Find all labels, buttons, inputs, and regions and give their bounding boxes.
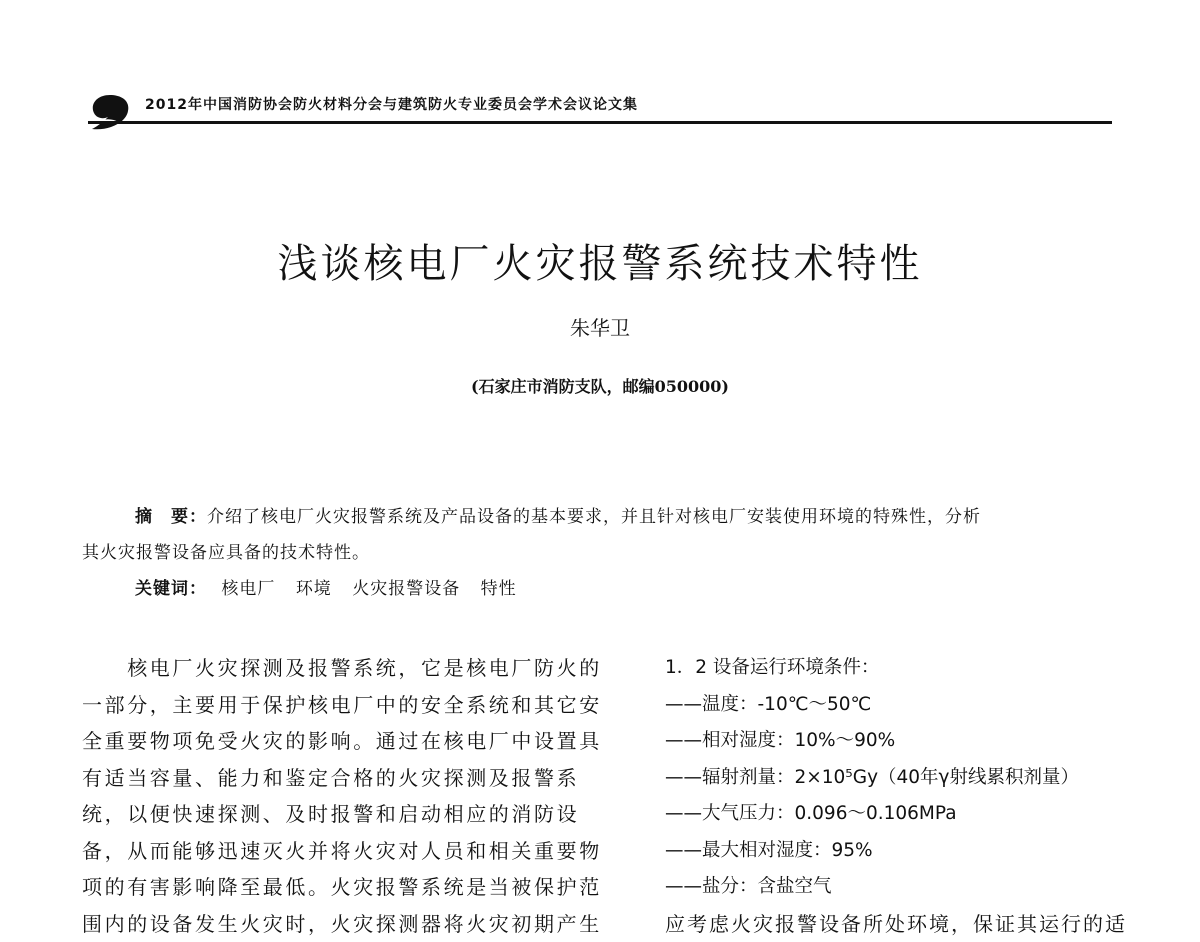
body-line: 围内的设备发生火灾时，火灾探测器将火灾初期产生 — [82, 906, 582, 942]
body-line: 备，从而能够迅速灭火并将火灾对人员和相关重要物 — [82, 833, 582, 870]
body-line: 一部分，主要用于保护核电厂中的安全系统和其它安 — [82, 687, 582, 724]
body-line: 全重要物项免受火灾的影响。通过在核电厂中设置具 — [82, 723, 582, 760]
condition-item: ——相对湿度：10%～90% — [665, 723, 1135, 760]
body-line: 有适当容量、能力和鉴定合格的火灾探测及报警系 — [82, 760, 582, 797]
body-line: 统，以便快速探测、及时报警和启动相应的消防设 — [82, 796, 582, 833]
right-column — [665, 650, 1135, 942]
body-line: 核电厂火灾探测及报警系统，它是核电厂防火的 — [82, 650, 582, 687]
header-rule — [88, 121, 1112, 124]
keyword: 核电厂 — [221, 579, 275, 599]
keyword: 环境 — [296, 579, 332, 599]
condition-item: ——大气压力：0.096～0.106MPa — [665, 796, 1135, 833]
abstract-line-1 — [135, 502, 981, 527]
paper-author: 朱华卫 — [0, 312, 1200, 341]
condition-item: ——辐射剂量：2×10⁵Gy（40年γ射线累积剂量） — [665, 760, 1135, 797]
section-heading: 1．2 设备运行环境条件： — [665, 650, 1135, 687]
proceedings-logo-icon — [88, 93, 130, 131]
proceedings-header: 2012年中国消防协会防火材料分会与建筑防火专业委员会学术会议论文集 — [145, 94, 638, 114]
condition-item: ——最大相对湿度：95% — [665, 833, 1135, 870]
keyword: 火灾报警设备 — [352, 579, 460, 599]
left-column — [82, 650, 582, 942]
body-line: 项的有害影响降至最低。火灾报警系统是当被保护范 — [82, 869, 582, 906]
keywords-line — [135, 574, 517, 599]
body-line: 应考虑火灾报警设备所处环境，保证其运行的适 — [665, 906, 1135, 942]
abstract-label: 摘 要： — [135, 507, 207, 527]
paper-affiliation: (石家庄市消防支队，邮编050000) — [0, 374, 1200, 397]
paper-title: 浅谈核电厂火灾报警系统技术特性 — [0, 232, 1200, 289]
condition-item: ——盐分：含盐空气 — [665, 869, 1135, 906]
condition-item: ——温度：-10℃～50℃ — [665, 687, 1135, 724]
abstract-line-2: 其火灾报警设备应具备的技术特性。 — [82, 538, 370, 563]
abstract-text: 介绍了核电厂火灾报警系统及产品设备的基本要求，并且针对核电厂安装使用环境的特殊性，分析 — [207, 507, 981, 527]
keywords-label: 关键词： — [135, 579, 207, 599]
keyword: 特性 — [481, 579, 517, 599]
